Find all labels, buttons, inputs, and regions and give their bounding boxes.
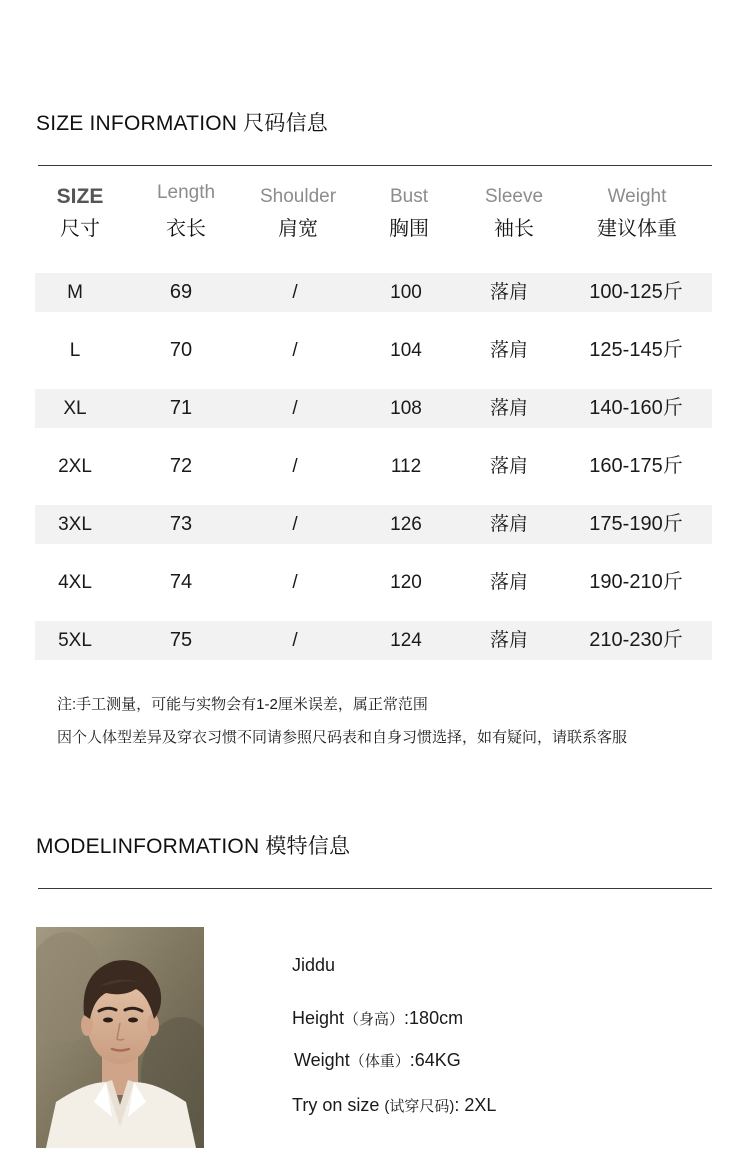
model-name: Jiddu: [292, 955, 336, 975]
note-size-advice: 因个人体型差异及穿衣习惯不同请参照尺码表和自身习惯选择，如有疑问，请联系客服: [57, 729, 628, 746]
header-sleeve-en: Sleeve: [484, 186, 544, 207]
model-information-title: MODELINFORMATION 模特信息: [36, 835, 351, 858]
size-table-header: [35, 183, 712, 253]
header-weight: [597, 183, 677, 244]
model-weight: [294, 1050, 461, 1071]
header-size-cn: 尺寸: [60, 218, 100, 240]
cell-bust: 124: [390, 630, 422, 651]
cell-shoulder: /: [292, 398, 298, 419]
header-bust: [389, 183, 429, 244]
model-try-on-cn: (试穿尺码): [384, 1098, 455, 1115]
cell-bust: 100: [390, 282, 422, 303]
cell-weight: 140-160斤: [589, 397, 683, 419]
note-measurement-error: 注:手工测量，可能与实物会有1-2厘米误差，属正常范围: [57, 696, 428, 713]
header-length-cn: 衣长: [166, 218, 206, 240]
size-information-title: SIZE INFORMATION 尺码信息: [36, 112, 328, 135]
header-length-en: Length: [156, 182, 216, 203]
header-bust-en: Bust: [389, 186, 429, 207]
cell-size: 2XL: [58, 456, 92, 477]
cell-sleeve: 落肩: [489, 340, 529, 361]
cell-length: 72: [169, 455, 193, 477]
cell-shoulder: /: [292, 572, 298, 593]
cell-size: 3XL: [58, 514, 92, 535]
cell-sleeve: 落肩: [489, 572, 529, 593]
cell-weight: 125-145斤: [589, 339, 683, 361]
cell-length: 70: [169, 339, 193, 361]
model-height-value: :180cm: [404, 1008, 464, 1028]
model-information-divider: [38, 888, 712, 889]
measurement-notes: [57, 694, 627, 760]
cell-weight: 210-230斤: [589, 629, 683, 651]
table-row: [35, 273, 712, 312]
cell-shoulder: /: [292, 630, 298, 651]
model-try-on-value: : 2XL: [454, 1095, 497, 1115]
cell-sleeve: 落肩: [489, 282, 529, 303]
header-shoulder: [260, 183, 336, 244]
model-try-on-label: Try on size: [292, 1095, 380, 1115]
cell-size: 5XL: [58, 630, 92, 651]
model-height-label: Height: [292, 1008, 345, 1028]
cell-size: L: [69, 340, 81, 361]
table-row: [35, 447, 712, 486]
cell-sleeve: 落肩: [489, 630, 529, 651]
cell-bust: 104: [390, 340, 422, 361]
header-bust-cn: 胸围: [389, 218, 429, 240]
model-try-on-size: [292, 1095, 496, 1116]
size-information-divider: [38, 165, 712, 166]
cell-bust: 120: [390, 572, 422, 593]
cell-weight: 175-190斤: [589, 513, 683, 535]
header-sleeve: [485, 183, 543, 244]
model-height-cn: （身高）: [344, 1011, 405, 1028]
cell-shoulder: /: [292, 456, 298, 477]
table-row: [35, 563, 712, 602]
cell-size: XL: [63, 398, 87, 419]
cell-weight: 160-175斤: [589, 455, 683, 477]
header-shoulder-en: Shoulder: [259, 186, 337, 207]
table-row: [35, 389, 712, 428]
cell-length: 73: [169, 513, 193, 535]
cell-bust: 108: [390, 398, 422, 419]
cell-bust: 112: [390, 456, 422, 477]
header-shoulder-cn: 肩宽: [278, 218, 318, 240]
cell-sleeve: 落肩: [489, 456, 529, 477]
model-weight-label: Weight: [294, 1050, 350, 1070]
size-table-body: [35, 273, 712, 679]
header-size: [57, 183, 104, 244]
table-row: [35, 331, 712, 370]
model-weight-value: :64KG: [409, 1050, 461, 1070]
header-weight-en: Weight: [607, 186, 667, 207]
header-length: [157, 183, 215, 244]
model-photo: [36, 927, 204, 1148]
table-row: [35, 621, 712, 660]
cell-length: 75: [169, 629, 193, 651]
header-size-en: SIZE: [56, 185, 104, 208]
cell-weight: 100-125斤: [589, 281, 683, 303]
header-sleeve-cn: 袖长: [493, 218, 534, 240]
cell-length: 69: [169, 281, 193, 303]
cell-shoulder: /: [292, 282, 298, 303]
cell-size: M: [67, 282, 83, 303]
header-weight-cn: 建议体重: [597, 218, 677, 240]
cell-weight: 190-210斤: [589, 571, 683, 593]
cell-sleeve: 落肩: [489, 514, 529, 535]
cell-bust: 126: [390, 514, 422, 535]
cell-length: 74: [169, 571, 193, 593]
cell-length: 71: [169, 397, 193, 419]
cell-shoulder: /: [292, 514, 298, 535]
cell-shoulder: /: [292, 340, 298, 361]
model-height: [292, 1008, 463, 1029]
model-weight-cn: （体重）: [349, 1053, 410, 1070]
cell-sleeve: 落肩: [489, 398, 529, 419]
table-row: [35, 505, 712, 544]
cell-size: 4XL: [58, 572, 92, 593]
